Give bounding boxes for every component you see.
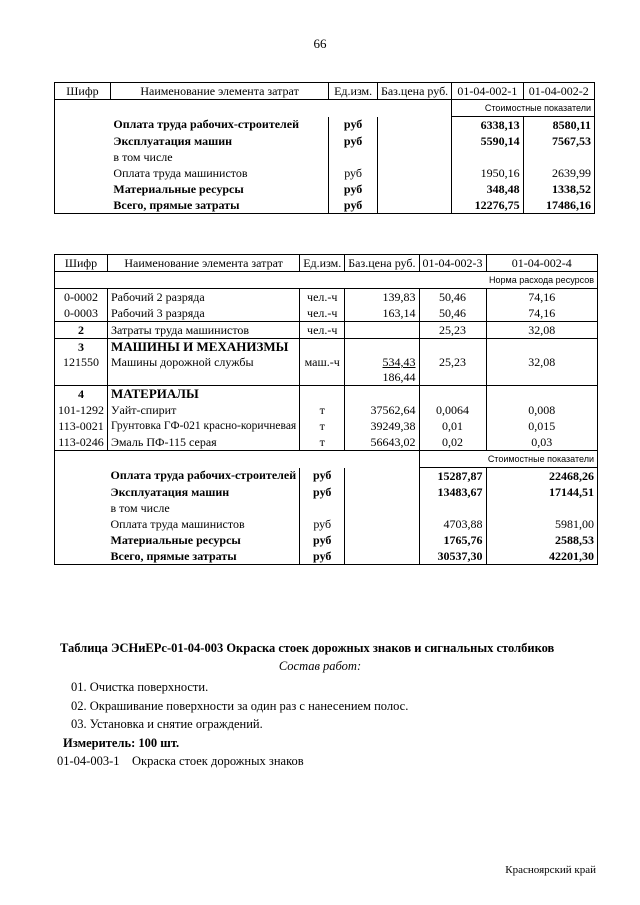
row-price-2: 186,44 [382,370,416,384]
row-price: 37562,64 [345,402,419,418]
row-unit: руб [329,117,378,134]
row-name: Всего, прямые затраты [108,548,300,565]
row-value: 30537,30 [419,548,486,565]
row-value: 1950,16 [452,165,523,181]
row-value: 25,23 [419,355,486,386]
work-item: 03. Установка и снятие ограждений. [71,717,263,731]
group-title: МАТЕРИАЛЫ [108,386,300,403]
resource-table-2 [54,254,598,565]
header-unit: Ед.изм. [300,255,345,272]
row-value: 4703,88 [419,516,486,532]
row-name: Эксплуатация машин [110,484,230,499]
row-value: 0,03 [486,434,597,451]
work-item: 02. Окрашивание поверхности за один раз с нанесением полос. [71,699,409,713]
row-code: 113-0246 [55,434,108,451]
row-value: 1338,52 [523,181,594,197]
header-col-2: 01-04-002-2 [523,83,594,100]
header-name: Наименование элемента затрат [108,255,300,272]
row-value: 8580,11 [523,117,594,134]
row-value: 12276,75 [452,197,523,214]
row-value: 25,23 [419,322,486,339]
row-unit: руб [300,468,345,485]
row-name: Затраты труда машинистов [108,322,300,339]
work-item: 01. Очистка поверхности. [71,680,209,694]
row-code: 121550 [55,355,108,386]
row-price: 163,14 [345,305,419,322]
header-col-1: 01-04-002-1 [452,83,523,100]
row-code: 0-0003 [55,305,108,322]
row-name: в том числе [113,149,173,164]
row-price: 534,43 [382,355,416,369]
group-code: 4 [55,386,108,403]
page-number: 66 [313,36,327,51]
row-value: 50,46 [419,289,486,306]
row-unit: руб [329,197,378,214]
row-value: 17486,16 [523,197,594,214]
row-name: Эмаль ПФ-115 серая [108,434,300,451]
footer-region: Красноярский край [505,864,596,876]
measure: Измеритель: 100 шт. [63,736,180,750]
row-unit: чел.-ч [300,305,345,322]
row-value: 22468,26 [486,468,597,485]
header-code: Шифр [55,255,108,272]
row-value: 74,16 [486,289,597,306]
row-name: Оплата труда машинистов [113,165,248,180]
row-code: 101-1292 [55,402,108,418]
row-name: Оплата труда рабочих-строителей [110,468,297,483]
row-value: 6338,13 [452,117,523,134]
group-code: 3 [55,339,108,356]
row-name: Рабочий 2 разряда [108,289,300,306]
row-value: 0,008 [486,402,597,418]
row-unit: руб [329,133,378,149]
row-value: 2639,99 [523,165,594,181]
row-value: 5981,00 [486,516,597,532]
row-unit: чел.-ч [300,289,345,306]
row-value: 348,48 [452,181,523,197]
group-title: МАШИНЫ И МЕХАНИЗМЫ [108,339,300,356]
row-unit: руб [300,548,345,565]
row-name: Материальные ресурсы [113,181,244,196]
row-value: 0,02 [419,434,486,451]
row-unit: руб [300,484,345,500]
row-value: 1765,76 [419,532,486,548]
row-price: 56643,02 [345,434,419,451]
row-name: Всего, прямые затраты [110,197,328,214]
header-code: Шифр [55,83,111,100]
row-price: 39249,38 [345,418,419,434]
row-value: 13483,67 [419,484,486,500]
row-name: Оплата труда машинистов [110,516,245,531]
header-unit: Ед.изм. [329,83,378,100]
row-name: Эксплуатация машин [113,133,233,148]
row-value: 42201,30 [486,548,597,565]
item-line [57,754,304,769]
row-value: 32,08 [486,355,597,386]
row-name: Машины дорожной службы [108,355,300,386]
row-code: 0-0002 [55,289,108,306]
header-price: Баз.цена руб. [377,83,451,100]
row-unit: т [300,418,345,434]
row-value: 2588,53 [486,532,597,548]
row-name: в том числе [110,500,170,515]
row-unit: т [300,402,345,418]
row-name: Уайт-спирит [108,402,300,418]
row-value: 74,16 [486,305,597,322]
row-unit: руб [300,532,345,548]
row-value: 0,01 [419,418,486,434]
header-price: Баз.цена руб. [345,255,419,272]
row-name: Грунтовка ГФ-021 красно-коричневая [108,418,300,434]
section-title: Таблица ЭСНиЕРс-01-04-003 Окраска стоек дорожных знаков и сигнальных столбиков [60,641,555,655]
header-col-2: 01-04-002-4 [486,255,597,272]
row-value: 0,015 [486,418,597,434]
row-value: 15287,87 [419,468,486,485]
item-name: Окраска стоек дорожных знаков [132,754,304,768]
row-code: 2 [55,322,108,339]
row-unit: т [300,434,345,451]
row-name: Оплата труда рабочих-строителей [113,117,300,132]
header-name: Наименование элемента затрат [110,83,328,100]
row-unit: чел.-ч [300,322,345,339]
composition-title: Состав работ: [278,659,362,673]
cost-table-1 [54,82,595,214]
row-unit: руб [329,165,378,181]
row-name: Материальные ресурсы [110,532,241,547]
row-price: 139,83 [345,289,419,306]
row-value: 0,0064 [419,402,486,418]
row-value: 17144,51 [486,484,597,500]
section-label: Стоимостные показатели [452,100,595,117]
item-code: 01-04-003-1 [57,754,120,768]
row-unit: руб [329,181,378,197]
section-label: Норма расхода ресурсов [486,272,597,289]
row-code: 113-0021 [55,418,108,434]
row-value: 50,46 [419,305,486,322]
row-value: 7567,53 [523,133,594,149]
row-unit: маш.-ч [300,355,345,386]
row-value: 5590,14 [452,133,523,149]
section-label: Стоимостные показатели [419,451,597,468]
row-value: 32,08 [486,322,597,339]
row-name: Рабочий 3 разряда [108,305,300,322]
row-unit: руб [300,516,345,532]
header-col-1: 01-04-002-3 [419,255,486,272]
